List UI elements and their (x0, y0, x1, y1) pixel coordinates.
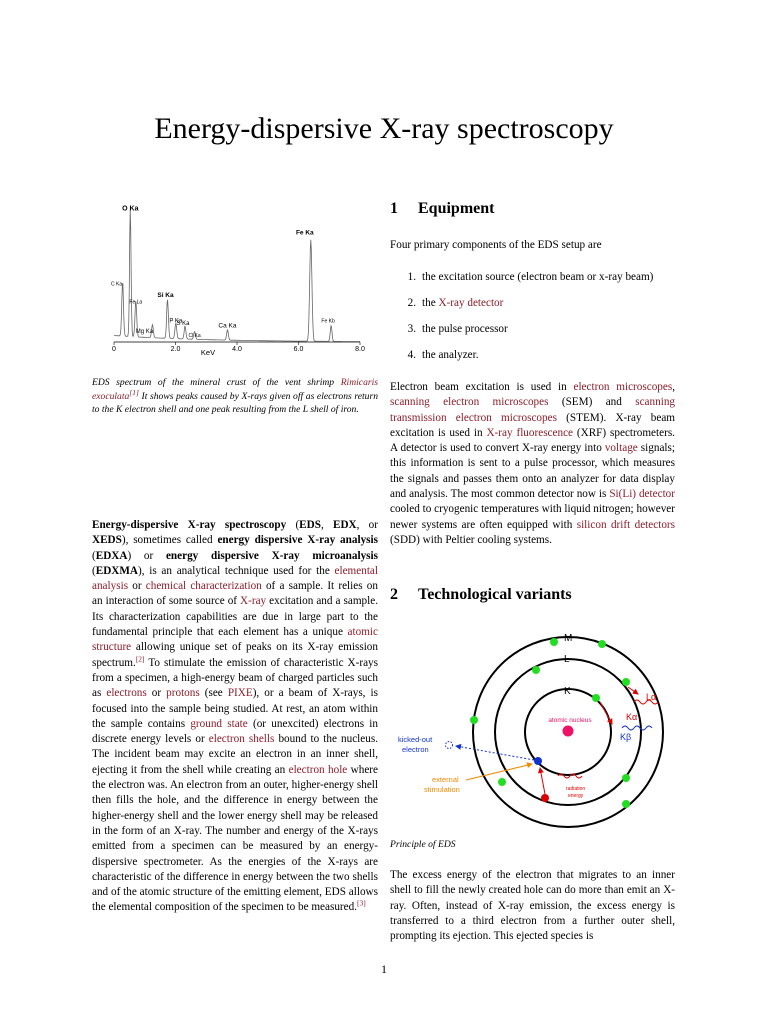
electron-green (622, 678, 630, 686)
link-pixe[interactable]: PIXE (227, 687, 253, 700)
intro-text: ( (92, 549, 96, 562)
intro-text: ), or a beam of X-rays, is focused into the sample being studied. At rest, an atom within the sample contains (92, 687, 378, 730)
intro-text: ( (92, 564, 96, 577)
para-text: Electron beam excitation is used in (390, 381, 574, 393)
list-item (390, 348, 675, 374)
shell-m-label: M (564, 633, 573, 644)
stimulation-label: external (432, 775, 459, 784)
link-voltage[interactable]: voltage (604, 442, 638, 455)
electron-green (622, 774, 630, 782)
list-number: 4. (407, 349, 416, 361)
spectrum-peak-label: P Ka (169, 318, 183, 325)
link-atomic-structure[interactable]: atomic structure (92, 626, 378, 654)
caption-ref[interactable]: [1] (129, 387, 139, 397)
spectrum-peak-label: Fe Kb (321, 318, 335, 325)
emission-wave (622, 726, 652, 730)
intro-text: To stimulate the emission of characteristic X-rays from a specimen, a high-energy beam of charged particles such as (92, 656, 378, 700)
intro-text: or (146, 687, 167, 700)
section-2-heading (390, 586, 675, 604)
spectrum-peak-label: Mg Ka (135, 329, 154, 335)
figure-caption-principle: Principle of EDS (390, 839, 456, 850)
spectrum-tick-label: 8.0 (355, 346, 365, 353)
list-number: 1. (407, 271, 416, 283)
term-edxma: EDXMA (95, 564, 138, 577)
spectrum-peak-label: O Ka (122, 205, 139, 213)
para-text: (XRF) spectrometers. A detector is used to convert X-ray energy into (390, 426, 675, 455)
para-text: (SDD) with Peltier cooling systems. (390, 533, 552, 546)
intro-text: , (320, 519, 333, 531)
intro-text: allowing unique set of peaks on its X-ray emission spectrum. (92, 641, 378, 669)
spectrum-tick-label: 4.0 (232, 346, 242, 353)
term-eds-full: Energy-dispersive X-ray spectroscopy (92, 519, 287, 531)
intro-text: or (128, 580, 146, 593)
ref-3[interactable]: [3] (357, 898, 366, 908)
intro-text: of a sample. It relies on an interaction of some source of (92, 580, 378, 608)
spectrum-axis (114, 342, 360, 345)
eds-principle-diagram (390, 628, 680, 828)
link-electron-shells[interactable]: electron shells (208, 733, 275, 746)
spectrum-peak-label: S Ka (176, 321, 190, 327)
section-1-heading (390, 200, 675, 218)
l-alpha-label: Lα (646, 692, 657, 702)
list-text: the pulse processor (422, 323, 508, 335)
intro-text: ), is an analytical technique used for the (138, 564, 335, 577)
intro-text: bound to the nucleus. The incident beam may excite an electron in an inner shell, ejecting it from the shell while creating an (92, 733, 378, 776)
transition-arrow (600, 702, 612, 724)
link-electron-hole[interactable]: electron hole (288, 763, 348, 776)
spectrum-tick-label: 6.0 (293, 346, 304, 353)
term-edxma-full: energy dispersive X-ray microanalysis (165, 549, 378, 562)
k-alpha-label: Kα (626, 712, 638, 722)
link-electrons[interactable]: electrons (106, 687, 147, 700)
list-text: the excitation source (electron beam or x-ray beam) (422, 271, 654, 283)
page-number: 1 (381, 962, 387, 976)
components-list (390, 270, 675, 374)
list-number: 3. (407, 323, 416, 335)
section-number: 2 (390, 586, 398, 603)
kicked-out-electron-icon (446, 742, 453, 749)
section-number: 1 (390, 200, 398, 217)
intro-paragraph (92, 518, 378, 916)
link-x-ray-detector[interactable]: X-ray detector (438, 297, 504, 309)
spectrum-tick-labels (112, 346, 365, 353)
electron-green (498, 778, 506, 786)
term-edxa-full: energy dispersive X-ray analysis (217, 534, 378, 547)
intro-text: ( (286, 519, 300, 531)
spectrum-peak-label: Cl Ka (188, 333, 201, 340)
caption-text-2: It shows peaks caused by X-rays given off as electrons return to the K electron shell and one peak resulting from the L shell of iron. (92, 390, 378, 415)
electron-red (541, 794, 549, 802)
radiation-label: radiation (566, 786, 586, 792)
kicked-out-label: kicked-out (398, 735, 433, 744)
link-si-li-detector[interactable]: Si(Li) detector (609, 488, 675, 501)
spectrum-peak-label: Fe La (129, 299, 143, 306)
stimulation-label: stimulation (424, 785, 460, 794)
para-text: cooled to cryogenic temperatures with liquid nitrogen; however newer systems are often equipped with (390, 503, 675, 531)
link-silicon-drift-detectors[interactable]: silicon drift detectors (576, 518, 675, 531)
electron-blue (534, 757, 542, 765)
section-title: Technological variants (418, 586, 572, 603)
intro-text: (or unexcited) electrons in discrete energy levels or (92, 717, 379, 746)
intro-text: ) or (127, 549, 166, 562)
kicked-out-label: electron (402, 745, 429, 754)
electron-green (592, 694, 600, 702)
link-stem[interactable]: scanning transmission electron microscopes (390, 396, 676, 424)
link-protons[interactable]: protons (166, 687, 200, 700)
spectrum-tick-label: 0 (112, 346, 116, 353)
link-chemical-characterization[interactable]: chemical characterization (145, 580, 262, 593)
transition-arrow (540, 768, 545, 794)
figure-caption-spectrum (92, 376, 378, 417)
spectrum-xlabel: KeV (200, 348, 216, 357)
spectrum-peak-label: Fe Ka (295, 229, 314, 237)
k-beta-label: Kβ (620, 732, 632, 742)
intro-text: , or (356, 519, 378, 531)
para-text: signals; this information is sent to a pulse processor, which measures the signals and passes them onto an analyzer for data display and analysis. The most common detector now is (390, 442, 675, 501)
page-title: Energy-dispersive X-ray spectroscopy (154, 112, 614, 145)
term-edxa: EDXA (95, 549, 128, 562)
kicked-out-arrow (456, 746, 534, 760)
electron-green (622, 800, 630, 808)
ref-2[interactable]: [2] (135, 653, 145, 663)
spectrum-tick-label: 2.0 (170, 346, 181, 353)
para-text: , (672, 381, 675, 393)
intro-text: (see (199, 687, 228, 700)
section-title: Equipment (418, 200, 495, 217)
term-eds: EDS (299, 519, 321, 531)
link-elemental-analysis[interactable]: elemental analysis (92, 564, 378, 593)
term-edx: EDX (333, 519, 357, 531)
shell-l-label: L (564, 654, 570, 665)
link-electron-microscopes[interactable]: electron microscopes (573, 381, 673, 393)
spectrum-peak-label: C Ka (111, 281, 123, 288)
eds-spectrum-chart (96, 198, 378, 358)
section-1-intro: Four primary components of the EDS setup are (390, 239, 602, 251)
section-1-paragraph (390, 380, 675, 548)
stimulation-arrow (466, 764, 532, 780)
shell-k-label: K (564, 686, 571, 697)
intro-text: ), sometimes called (121, 534, 218, 547)
electron-green (550, 638, 558, 646)
intro-text: where the electron was. An electron from an outer, higher-energy shell then fills the hole, and the difference in energy between the higher-energy shell and the lower energy shell may be released in the form of an X-ray. The number and energy of the X-rays emitted from a specimen can be measured by an energy-dispersive spectrometer. As the energies of the X-rays are characteristic of the difference in energy between the two shells and of the atomic structure of the emitting element, EDS allows the elemental composition of the specimen to be measured. (92, 763, 378, 914)
para-text: (SEM) and (548, 396, 636, 409)
list-text: the (422, 297, 439, 309)
link-x-ray[interactable]: X-ray (240, 595, 267, 608)
list-item (390, 270, 675, 296)
para-text: (STEM). X-ray beam excitation is used in (390, 411, 676, 439)
section-2-paragraph: The excess energy of the electron that migrates to an inner shell to fill the newly created hole can do more than emit an X-ray. Often, instead of X-ray emission, the excess energy is transferred to a third electron from a further outer shell, prompting its ejection. This ejected species is (390, 869, 675, 943)
list-text: the analyzer. (422, 349, 479, 361)
link-ground-state[interactable]: ground state (190, 717, 248, 730)
link-x-ray-fluorescence[interactable]: X-ray fluorescence (486, 426, 573, 439)
spectrum-peak-label: Si Ka (157, 292, 174, 299)
nucleus-label: atomic nucleus (548, 717, 592, 724)
spectrum-peak-label: Ca Ka (218, 322, 237, 330)
list-number: 2. (407, 297, 416, 309)
link-sem[interactable]: scanning electron microscopes (390, 396, 549, 409)
electron-green (532, 666, 540, 674)
caption-text: EDS spectrum of the mineral crust of the vent shrimp (92, 377, 341, 388)
intro-text: excitation and a sample. Its characterization capabilities are due in large part to the fundamental principle that each element has a unique (92, 595, 378, 639)
radiation-label: energy (568, 793, 584, 799)
list-item (390, 322, 675, 348)
list-item (390, 296, 675, 322)
term-xeds: XEDS (92, 534, 122, 547)
nucleus-icon (563, 726, 574, 737)
electron-green (598, 640, 606, 648)
electron-green (470, 716, 478, 724)
caption-link-rimicaris[interactable]: Rimicaris exoculata (92, 377, 378, 402)
spectrum-peak-labels (111, 206, 335, 340)
